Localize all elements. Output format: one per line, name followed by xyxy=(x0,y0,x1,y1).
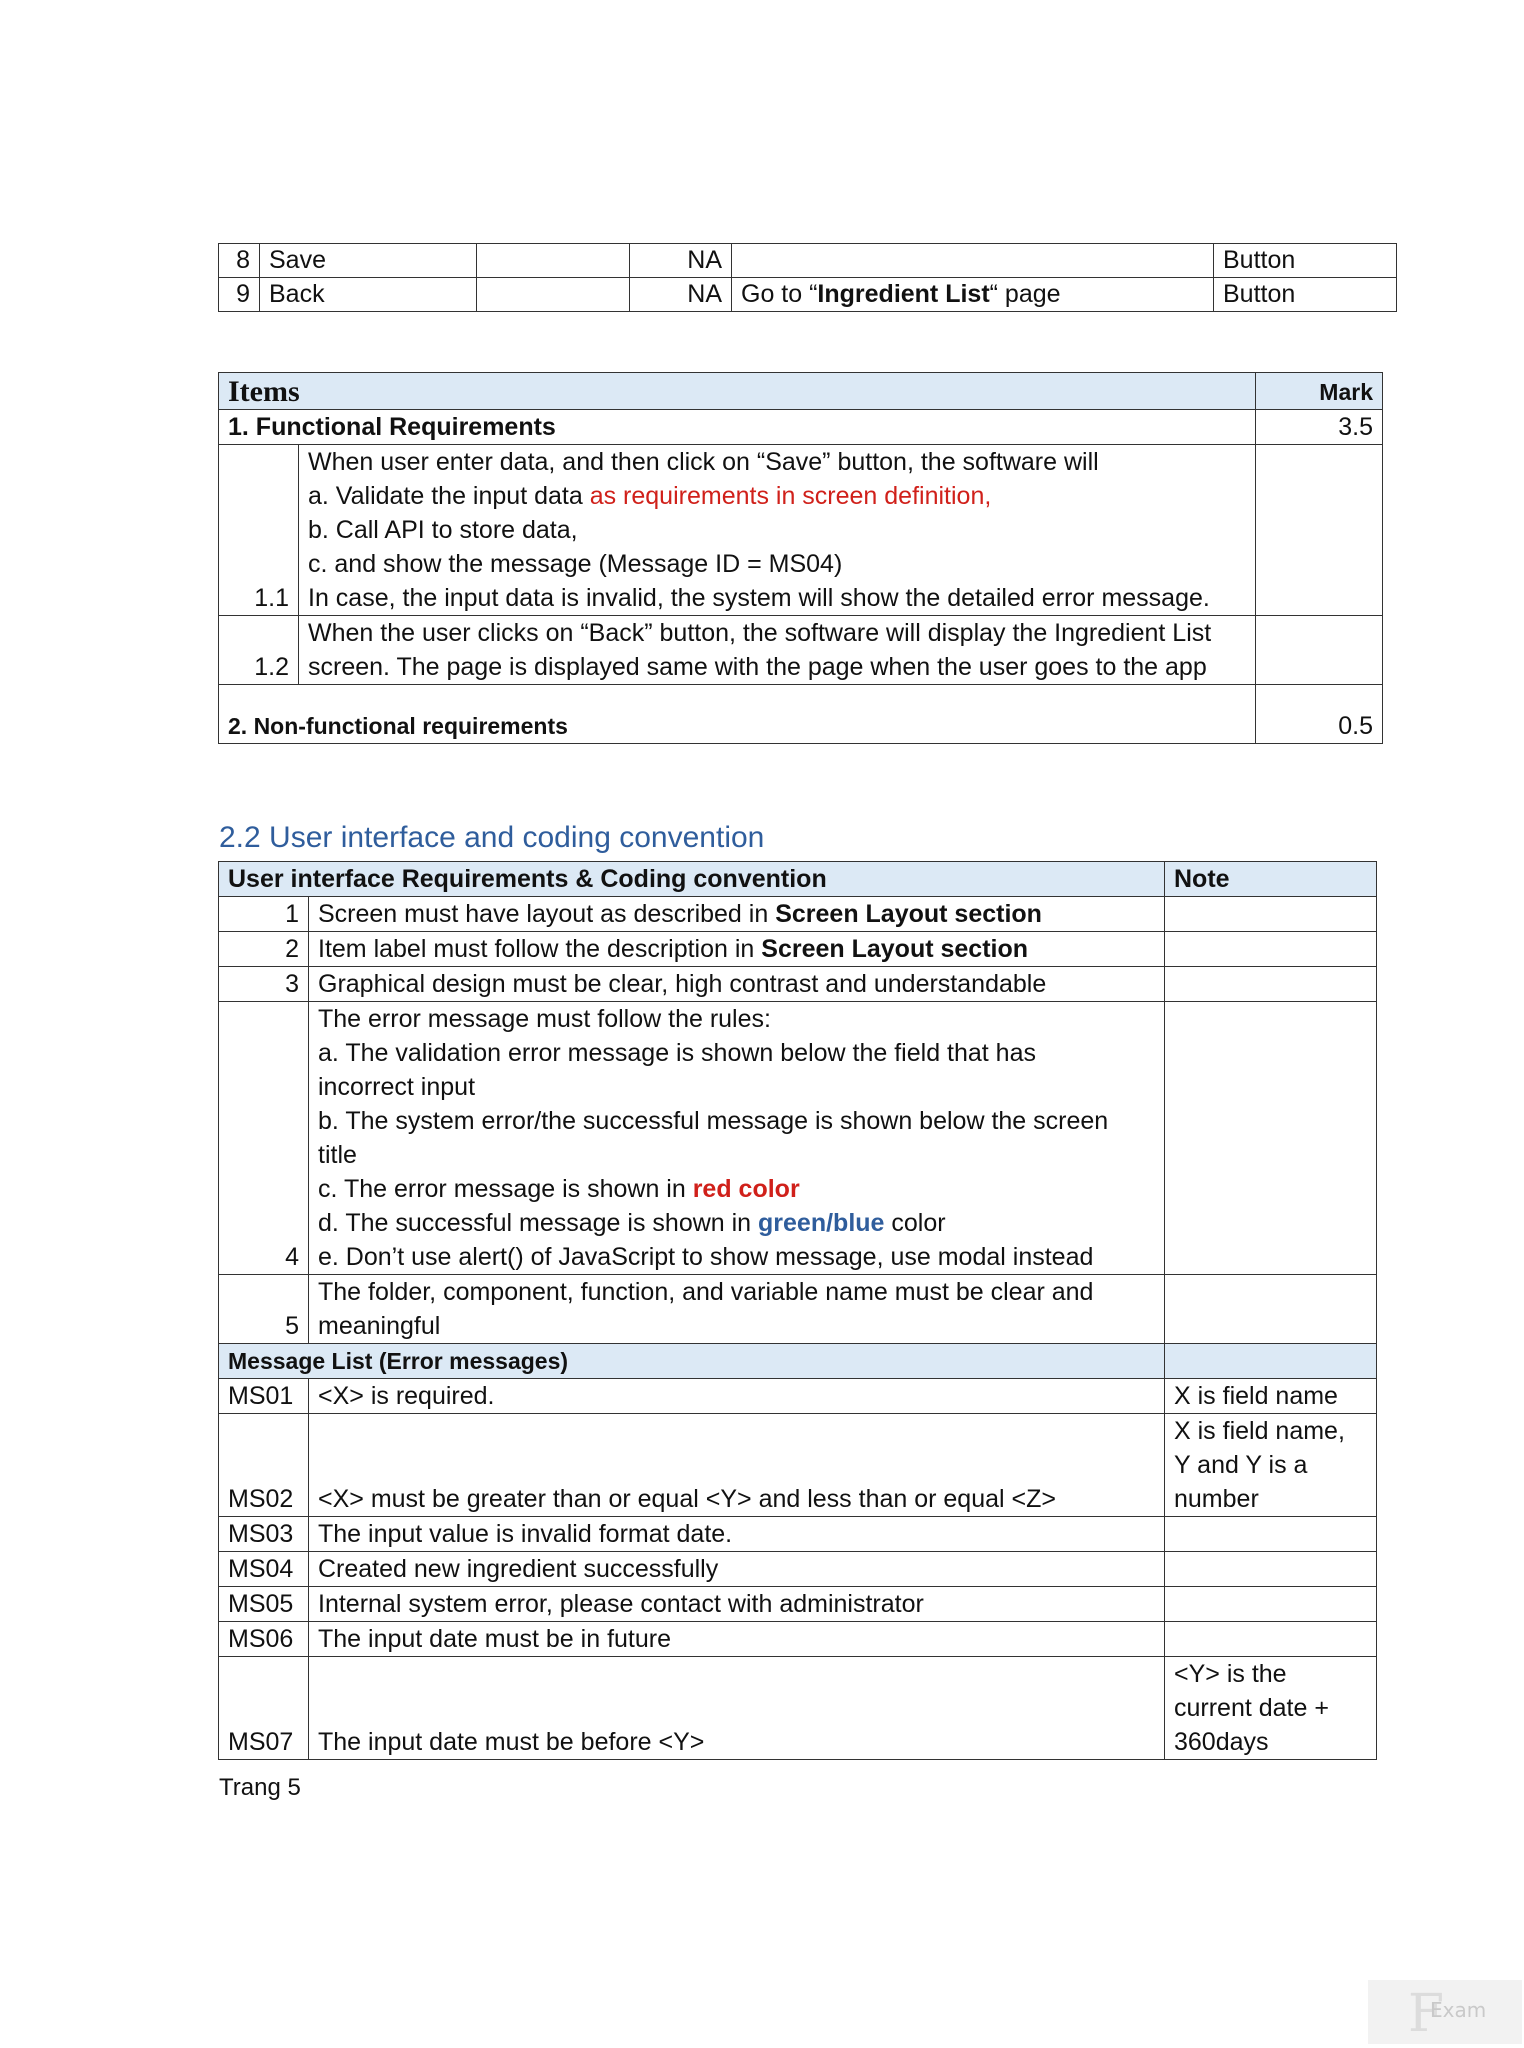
message-text: The input date must be before <Y> xyxy=(309,1657,1165,1760)
message-note xyxy=(1165,1587,1377,1622)
table-row xyxy=(219,1275,1377,1344)
message-note: X is field name xyxy=(1165,1379,1377,1414)
message-note xyxy=(1165,1517,1377,1552)
ui-row-text: Graphical design must be clear, high contrast and understandable xyxy=(309,967,1165,1002)
item-control: Button xyxy=(1214,278,1397,312)
ui-row-text: The folder, component, function, and variable name must be clear and meaningful xyxy=(309,1275,1165,1344)
req-no: 1.2 xyxy=(219,616,299,685)
table-row xyxy=(219,1552,1377,1587)
ui-row-text: Screen must have layout as described in Screen Layout section xyxy=(309,897,1165,932)
table-header-row xyxy=(219,1344,1377,1379)
table-row xyxy=(219,278,1397,312)
items-header: Items xyxy=(219,373,1256,410)
message-text: <X> must be greater than or equal <Y> and less than or equal <Z> xyxy=(309,1414,1165,1517)
message-id: MS03 xyxy=(219,1517,309,1552)
item-no: 8 xyxy=(219,244,260,278)
message-text: Created new ingredient successfully xyxy=(309,1552,1165,1587)
req-mark-empty xyxy=(1256,445,1383,616)
req-text: When the user clicks on “Back” button, the software will display the Ingredient List screen. The page is displayed same with the page when the user goes to the app xyxy=(299,616,1256,685)
ui-row-note xyxy=(1165,897,1377,932)
item-empty-cell xyxy=(477,244,630,278)
ui-row-text: Item label must follow the description in Screen Layout section xyxy=(309,932,1165,967)
table-row xyxy=(219,897,1377,932)
table-row xyxy=(219,1517,1377,1552)
ui-row-note xyxy=(1165,1002,1377,1275)
ui-row-no: 1 xyxy=(219,897,309,932)
message-note xyxy=(1165,1622,1377,1657)
item-name: Save xyxy=(260,244,477,278)
message-list-note-empty xyxy=(1165,1344,1377,1379)
message-id: MS05 xyxy=(219,1587,309,1622)
message-text: The input date must be in future xyxy=(309,1622,1165,1657)
table-row xyxy=(219,1622,1377,1657)
ui-row-no: 3 xyxy=(219,967,309,1002)
message-text: The input value is invalid format date. xyxy=(309,1517,1165,1552)
ui-row-no: 2 xyxy=(219,932,309,967)
req-no: 1.1 xyxy=(219,445,299,616)
table-header-row xyxy=(219,373,1383,410)
table-row xyxy=(219,1657,1377,1760)
item-no: 9 xyxy=(219,278,260,312)
table-header-row xyxy=(219,862,1377,897)
message-text: Internal system error, please contact with administrator xyxy=(309,1587,1165,1622)
table-row xyxy=(219,244,1397,278)
ui-row-note xyxy=(1165,932,1377,967)
table-row xyxy=(219,1002,1377,1275)
ui-row-text: The error message must follow the rules: a. The validation error message is shown below the field that has incorrect input b. The system error/the successful message is shown below the screen title c. The error message is shown in red color d. The successful message is shown in green/blue color e. Don’t use alert() of JavaScript to show message, use modal instead xyxy=(309,1002,1165,1275)
watermark-mark-icon: F xyxy=(1408,1984,1445,2044)
nonfunctional-title: 2. Non-functional requirements xyxy=(219,685,1256,744)
table-row xyxy=(219,616,1383,685)
watermark-text-icon: Exam xyxy=(1430,1998,1487,2022)
table-row xyxy=(219,445,1383,616)
table-row xyxy=(219,1379,1377,1414)
ui-row-no: 5 xyxy=(219,1275,309,1344)
message-id: MS06 xyxy=(219,1622,309,1657)
item-type: NA xyxy=(630,244,732,278)
item-empty-cell xyxy=(477,278,630,312)
functional-mark: 3.5 xyxy=(1256,410,1383,445)
message-id: MS01 xyxy=(219,1379,309,1414)
page-footer: Trang 5 xyxy=(219,1774,301,1801)
item-type: NA xyxy=(630,278,732,312)
message-note: X is field name, Y and Y is a number xyxy=(1165,1414,1377,1517)
table-row xyxy=(219,1414,1377,1517)
message-id: MS04 xyxy=(219,1552,309,1587)
table-row xyxy=(219,410,1383,445)
grading-table xyxy=(218,372,1383,744)
ui-row-note xyxy=(1165,1275,1377,1344)
table-row xyxy=(219,1587,1377,1622)
item-description: Go to “Ingredient List“ page xyxy=(732,278,1214,312)
watermark-logo xyxy=(1368,1980,1522,2044)
item-name: Back xyxy=(260,278,477,312)
nonfunctional-mark: 0.5 xyxy=(1256,685,1383,744)
message-id: MS07 xyxy=(219,1657,309,1760)
section-heading: 2.2 User interface and coding convention xyxy=(219,821,765,854)
ui-row-no: 4 xyxy=(219,1002,309,1275)
item-control: Button xyxy=(1214,244,1397,278)
table-row xyxy=(219,685,1383,744)
message-note xyxy=(1165,1552,1377,1587)
table-row xyxy=(219,967,1377,1002)
note-header: Note xyxy=(1165,862,1377,897)
message-list-title: Message List (Error messages) xyxy=(219,1344,1165,1379)
message-text: <X> is required. xyxy=(309,1379,1165,1414)
req-mark-empty xyxy=(1256,616,1383,685)
ui-header: User interface Requirements & Coding convention xyxy=(219,862,1165,897)
ui-requirements-table xyxy=(218,861,1377,1760)
message-id: MS02 xyxy=(219,1414,309,1517)
message-note: <Y> is the current date + 360days xyxy=(1165,1657,1377,1760)
req-text: When user enter data, and then click on “Save” button, the software will a. Validate the input data as requirements in screen definition, b. Call API to store data, c. and show the message (Message ID = MS04) In case, the input data is invalid, the system will show the detailed error message. xyxy=(299,445,1256,616)
screen-items-table xyxy=(218,243,1397,312)
mark-header: Mark xyxy=(1256,373,1383,410)
functional-title: 1. Functional Requirements xyxy=(219,410,1256,445)
ui-row-note xyxy=(1165,967,1377,1002)
item-description xyxy=(732,244,1214,278)
table-row xyxy=(219,932,1377,967)
